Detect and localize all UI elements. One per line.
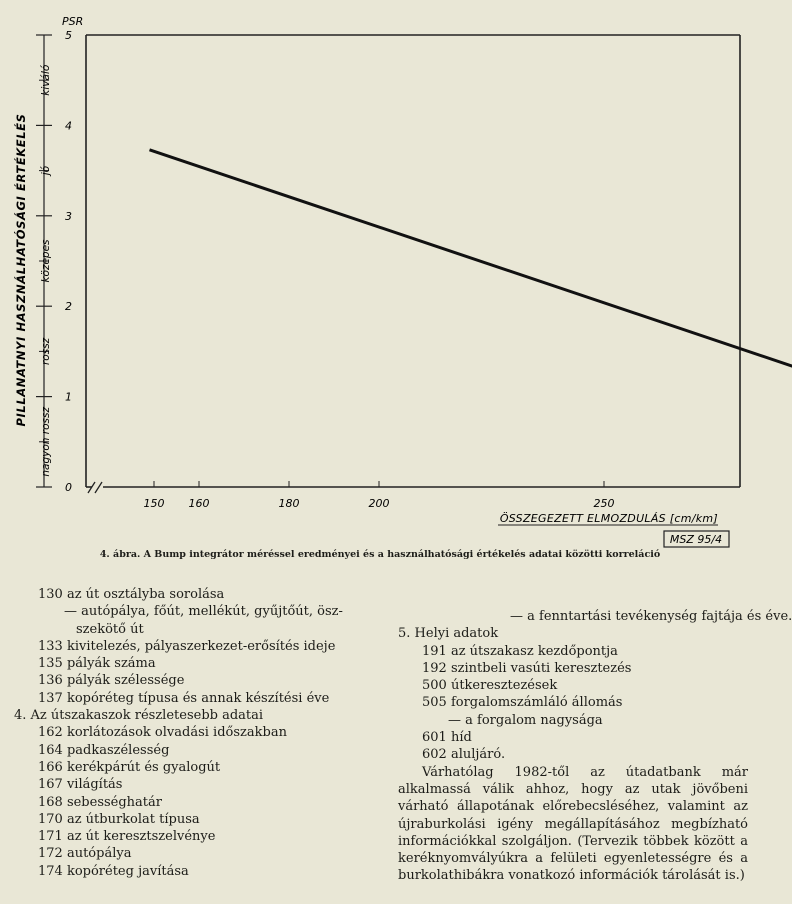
left-list-item: 172 autópálya — [38, 846, 132, 862]
series-line-0 — [150, 150, 792, 379]
y-tick-label: 3 — [65, 209, 72, 223]
right-list-item: 601 híd — [422, 730, 472, 746]
left-list-item: 164 padkaszélesség — [38, 742, 170, 758]
paragraph-text: Várhatólag 1982-től az útadatbank már alkalmassá válik ahhoz, hogy az utak jövőbeni várható állapotának előrebecsléséhez, valamint az újraburkolási igény megállapításához megbízható információkkal szolgáljon. (Tervezik többek között a keréknyomvályúkra a felületi egyenletességre és a burkolathibákra vonatkozó információk tárolását is.) — [398, 764, 748, 884]
left-list-item: 167 világítás — [38, 777, 123, 793]
left-list-item: 162 korlátozások olvadási időszakban — [38, 725, 287, 741]
left-list-item: — autópálya, főút, mellékút, gyűjtőút, ösz- — [64, 604, 343, 620]
left-list-item: 137 kopóréteg típusa és annak készítési éve — [38, 690, 330, 706]
x-tick-label: 250 — [593, 497, 615, 510]
left-list-item: 4. Az útszakaszok részletesebb adatai — [14, 708, 264, 724]
left-list-item: 171 az út keresztszelvénye — [38, 829, 216, 845]
rating-band-label: nagyon rossz — [40, 407, 52, 477]
y-tick-label: 1 — [65, 390, 72, 404]
right-list-item: 192 szintbeli vasúti keresztezés — [422, 660, 632, 676]
x-tick-label: 150 — [143, 497, 165, 510]
left-list-item: 136 pályák szélessége — [38, 673, 185, 689]
y-axis-label: PILLANATNYI HASZNÁLHATÓSÁGI ÉRTÉKELÉS — [14, 113, 28, 427]
figure-caption: 4. ábra. A Bump integrátor méréssel eredményei és a használhatósági értékelés adatai közötti korreláció — [99, 549, 661, 560]
y-tick-label: 5 — [65, 29, 72, 42]
right-list-item: — a fenntartási tevékenység fajtája és éve. — [510, 609, 792, 624]
left-column — [14, 586, 384, 880]
left-list-item: 135 pályák száma — [38, 656, 156, 672]
right-list-item: — a forgalom nagysága — [448, 712, 603, 728]
left-list-item: 133 kivitelezés, pályaszerkezet-erősítés ideje — [38, 638, 336, 654]
rating-band-label: jó — [40, 165, 52, 176]
y-tick-label: 4 — [65, 119, 72, 133]
right-list-item: 5. Helyi adatok — [398, 626, 499, 642]
y-tick-label: 0 — [65, 481, 72, 494]
right-list-item: 191 az útszakasz kezdőpontja — [422, 643, 618, 659]
axis-break-mark-2 — [95, 482, 102, 493]
left-list-item: szekötő út — [76, 621, 144, 637]
left-list-item: 166 kerékpárút és gyalogút — [38, 759, 221, 775]
y-axis-title: PSR — [62, 15, 84, 28]
x-axis-label: ÖSSZEGEZETT ELMOZDULÁS [cm/km] — [499, 512, 718, 525]
right-list-item: 602 aluljáró. — [422, 747, 506, 763]
left-list-item: 130 az út osztályba sorolása — [38, 587, 225, 602]
x-tick-label: 200 — [368, 497, 390, 510]
x-tick-label: 160 — [188, 497, 210, 510]
x-tick-label: 180 — [278, 497, 300, 510]
right-column — [398, 608, 792, 885]
right-list-item: 500 útkeresztezések — [422, 678, 558, 694]
rating-band-label: rossz — [40, 337, 52, 366]
y-tick-label: 2 — [65, 300, 72, 314]
right-list — [398, 608, 792, 764]
left-list-item: 168 sebességhatár — [38, 794, 162, 810]
standard-box-label: MSZ 95/4 — [669, 533, 723, 546]
right-paragraph — [398, 764, 748, 885]
left-list-item: 174 kopóréteg javítása — [38, 863, 189, 879]
rating-band-label: kiváló — [40, 64, 52, 96]
right-list-item: 505 forgalomszámláló állomás — [422, 695, 623, 711]
left-list-item: 170 az útburkolat típusa — [38, 811, 200, 827]
rating-band-label: közepes — [40, 239, 52, 283]
